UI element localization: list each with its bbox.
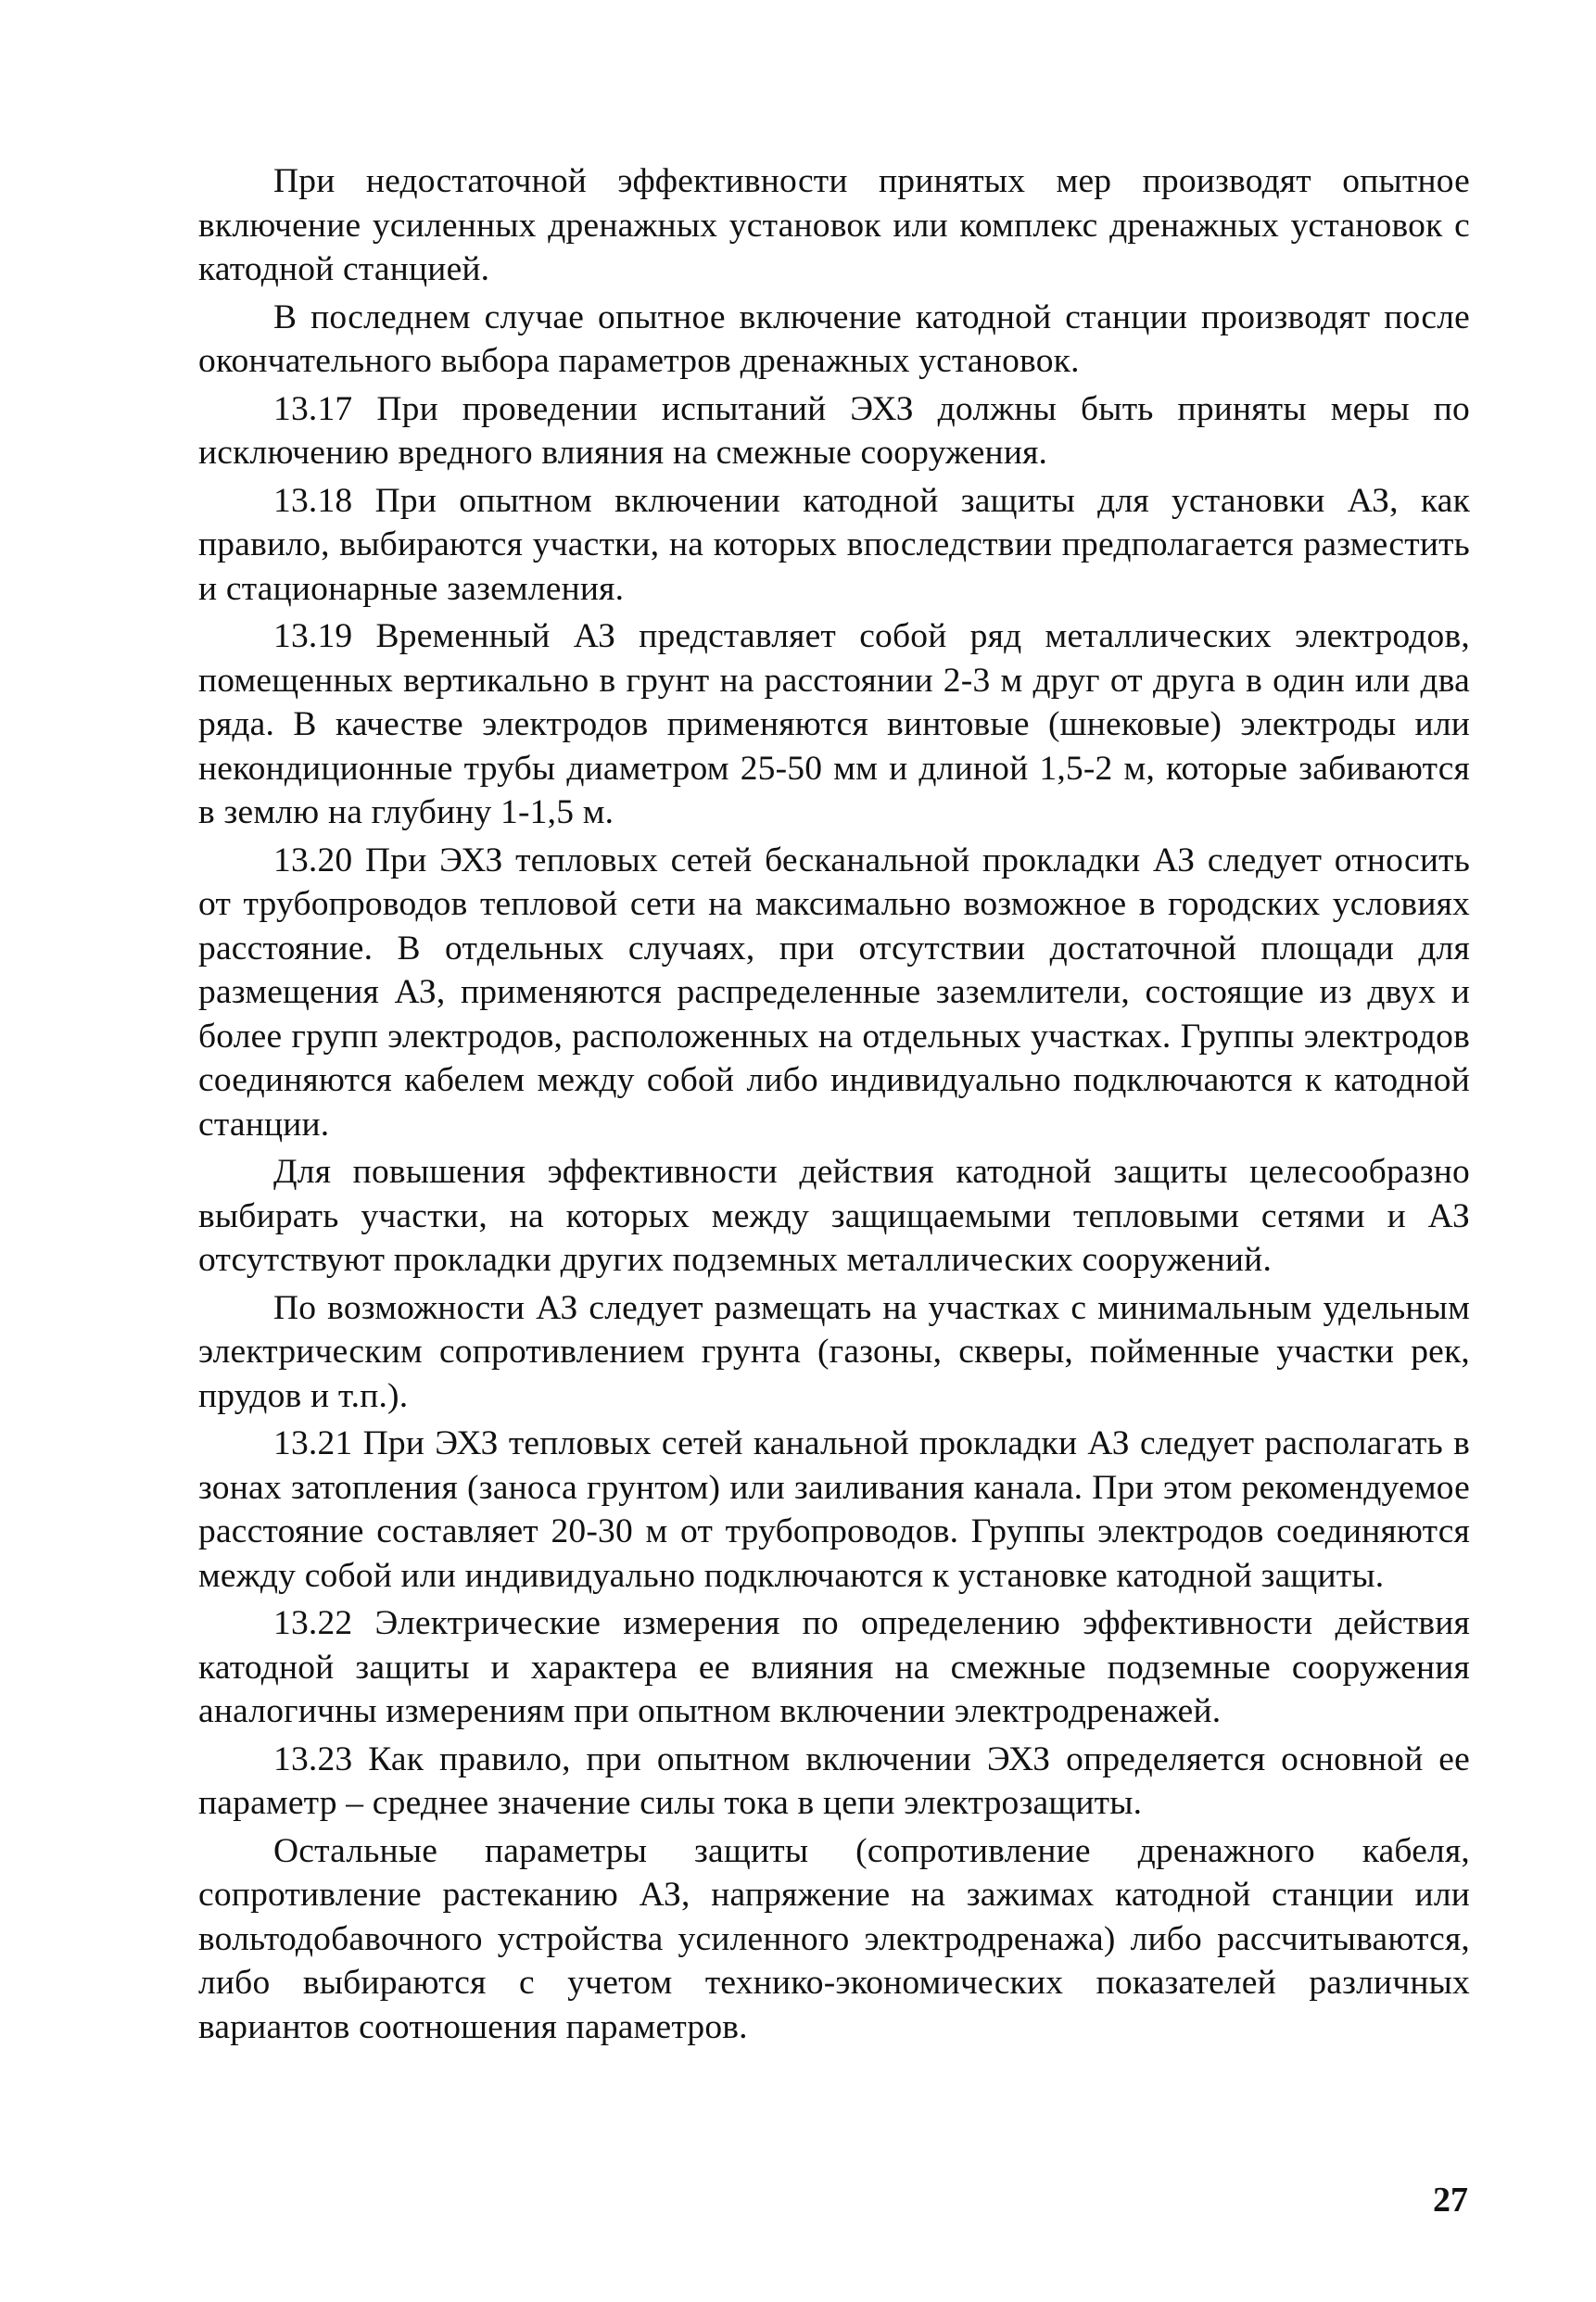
- paragraph-other-parameters: Остальные параметры защиты (сопротивление дренажного кабеля, сопротивление растеканию АЗ, напряжение на зажимах катодной станции или вольтодобавочного устройства усиленного электродренажа) либо рассчитываются, либо выбираются с учетом технико-экономических показателей различных вариантов соотношения параметров.: [198, 1831, 1470, 2046]
- paragraph-13-17: 13.17 При проведении испытаний ЭХЗ должны быть приняты меры по исключению вредного влияния на смежные сооружения.: [198, 389, 1470, 472]
- body-text: [198, 159, 1470, 2053]
- paragraph-13-20: 13.20 При ЭХЗ тепловых сетей бесканальной прокладки АЗ следует относить от трубопроводов тепловой сети на максимально возможное в городских условиях расстояние. В отдельных случаях, при отсутствии достаточной площади для размещения АЗ, применяются распределенные заземлители, состоящие из двух и более групп электродов, расположенных на отдельных участках. Группы электродов соединяются кабелем между собой либо индивидуально подключаются к катодной станции.: [198, 841, 1470, 1144]
- page-number: 27: [1433, 2181, 1468, 2220]
- paragraph-efficiency: Для повышения эффективности действия катодной защиты целесообразно выбирать участки, на которых между защищаемыми тепловыми сетями и АЗ отсутствуют прокладки других подземных металлических сооружений.: [198, 1153, 1470, 1279]
- paragraph-intro-measures: При недостаточной эффективности принятых мер производят опытное включение усиленных дренажных установок или комплекс дренажных установок с катодной станцией.: [198, 162, 1470, 288]
- paragraph-13-18: 13.18 При опытном включении катодной защиты для установки АЗ, как правило, выбираются участки, на которых впоследствии предполагается разместить и стационарные заземления.: [198, 481, 1470, 608]
- paragraph-13-19: 13.19 Временный АЗ представляет собой ряд металлических электродов, помещенных вертикально в грунт на расстоянии 2-3 м друг от друга в один или два ряда. В качестве электродов применяются винтовые (шнековые) электроды или некондиционные трубы диаметром 25-50 мм и длиной 1,5-2 м, которые забиваются в землю на глубину 1-1,5 м.: [198, 617, 1470, 831]
- paragraph-13-23: 13.23 Как правило, при опытном включении ЭХЗ определяется основной ее параметр – среднее значение силы тока в цепи электрозащиты.: [198, 1739, 1470, 1822]
- paragraph-last-case: В последнем случае опытное включение катодной станции производят после окончательного выбора параметров дренажных установок.: [198, 297, 1470, 380]
- paragraph-13-22: 13.22 Электрические измерения по определению эффективности действия катодной защиты и характера ее влияния на смежные подземные сооружения аналогичны измерениям при опытном включении электродренажей.: [198, 1604, 1470, 1730]
- paragraph-placement: По возможности АЗ следует размещать на участках с минимальным удельным электрическим сопротивлением грунта (газоны, скверы, пойменные участки рек, прудов и т.п.).: [198, 1288, 1470, 1415]
- paragraph-13-21: 13.21 При ЭХЗ тепловых сетей канальной прокладки АЗ следует располагать в зонах затопления (заноса грунтом) или заиливания канала. При этом рекомендуемое расстояние составляет 20-30 м от трубопроводов. Группы электродов соединяются между собой или индивидуально подключаются к установке катодной защиты.: [198, 1424, 1470, 1595]
